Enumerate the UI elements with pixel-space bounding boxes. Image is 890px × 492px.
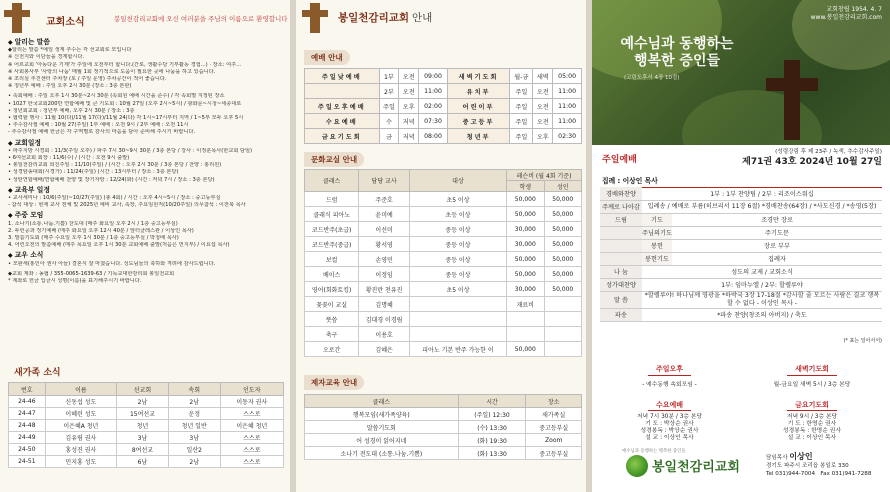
- order-content: 1부 : 1부 찬양팀 / 2부 : 리조이스워십: [642, 187, 882, 200]
- table-header: 인도자: [220, 383, 283, 396]
- order-subpart: 봉헌기도: [642, 252, 672, 265]
- table-cell: 중등 이상: [409, 252, 506, 267]
- disciple-edu-tag: 제자교육 안내: [304, 375, 364, 390]
- disciple-edu-table: [304, 394, 582, 460]
- schedule-row: [305, 84, 582, 99]
- hero-verse: (고린도후서 4장 10절): [624, 75, 680, 81]
- news-line: 2. 두런공과 정기예배 (매주 화요일 오후 12시 40분 / 앞터클레스관 / 이상인 목사): [8, 227, 194, 234]
- table-row: [305, 327, 582, 342]
- table-cell: [544, 327, 582, 342]
- schedule-cell: 오전: [399, 84, 419, 99]
- news-line: • 성경암송대회(시경가) : 11/24(주일) (시간 : 13시부터 / 장소 : 3층 본당): [8, 169, 179, 176]
- schedule-cell: 주일오후예배: [305, 99, 380, 114]
- afternoon-box: 주일오후 - 예수동행 속회모임 -: [642, 365, 697, 388]
- table-cell: 오로간: [305, 342, 359, 357]
- order-subpart: 봉헌: [642, 239, 672, 252]
- order-content: 집례자: [672, 252, 882, 265]
- news-section-heading: ◆ 알리는 말씀: [8, 39, 284, 46]
- order-row: [600, 239, 882, 252]
- culture-class-tag: 문화교실 안내: [304, 152, 364, 167]
- table-cell: 운정: [168, 408, 220, 420]
- schedule-row: [305, 69, 582, 84]
- table-row: [305, 342, 582, 357]
- table-cell: 50,000: [544, 267, 582, 282]
- news-line: • 속회예배 : 주일 오후 1시 30분~2시 30분 (속회원 예배 시간을 준수) / 각 속회별 지정된 장소: [8, 93, 225, 100]
- table-cell: 50,000: [507, 267, 544, 282]
- table-cell: 새가족실: [526, 408, 582, 421]
- order-part: 파송: [600, 308, 642, 321]
- order-content: 1부: 임마누엘 / 2부: 할렐루야: [642, 278, 882, 291]
- schedule-cell: 07:30: [419, 114, 448, 129]
- culture-class-table: [304, 169, 582, 357]
- order-subpart: 기도: [642, 213, 672, 226]
- schedule-cell: 1부: [379, 69, 399, 84]
- order-content: *파송 찬양(창조의 아버지) / 축도: [642, 308, 882, 321]
- table-row: [305, 192, 582, 207]
- table-cell: 신동섭 성도: [45, 396, 117, 408]
- table-cell: 3남: [168, 432, 220, 444]
- sunday-worship-title: 주일예배: [602, 155, 637, 165]
- table-cell: 초5 이상: [409, 192, 506, 207]
- news-line: 4. 어린오전의 말씀예배 (매주 목요일 오후 1시 30분 교회예배 출발(처음은 먼지부) / 이요섭 목사): [8, 242, 230, 249]
- news-line: ※ 사회봉사부 '사랑의 나눔' 매월 1회 정기적으로 도움이 필요한 곳에 나눔을 하고 있습니다.: [8, 68, 216, 75]
- table-row: [305, 447, 582, 460]
- news-line: • 교사세미나 : 10/6(주일)~10/27(주일) (총 4회) / 시간 : 오후 4시~5시 / 장소 : 중고등부실: [8, 195, 221, 202]
- table-cell: 3남: [117, 432, 169, 444]
- news-section: [8, 271, 284, 285]
- schedule-cell: 오전: [533, 99, 553, 114]
- news-line: 3. 말씀기도회 (매주 수요일 오후 1시 30분 / 1층 중고등부실 / 박청배 목사): [8, 235, 179, 242]
- news-line: • 파주지방 시경회 : 11/3(주일 오후) / 파주 7시 30~9시 30분 / 3층 본당 / 강사 : 이정훈목사(한교회 담임): [8, 147, 253, 154]
- news-section-heading: ◆ 교우 소식: [8, 252, 284, 259]
- table-cell: 50,000: [507, 207, 544, 222]
- worship-guide-tag: 예배 안내: [304, 50, 350, 65]
- table-row: [305, 421, 582, 434]
- schedule-cell: 오전: [533, 114, 553, 129]
- news-section-heading: ◆ 교회일정: [8, 140, 284, 147]
- table-cell: 김대경 이경림: [359, 312, 410, 327]
- table-cell: 이선미: [359, 222, 410, 237]
- table-cell: 홍성진 권사: [45, 444, 117, 456]
- table-cell: 50,000: [544, 282, 582, 297]
- table-row: [305, 434, 582, 447]
- table-cell: 50,000: [544, 222, 582, 237]
- table-cell: 50,000: [544, 207, 582, 222]
- established-info: 교회창립 1954. 4. 7 www.봉일천감리교회.com: [810, 6, 882, 21]
- table-cell: (수) 13:30: [458, 421, 526, 434]
- order-part: 말 씀: [600, 291, 642, 308]
- table-cell: 중등 이상: [409, 237, 506, 252]
- table-row: [305, 297, 582, 312]
- table-header: 성인: [544, 181, 582, 192]
- stand-note: (* 표는 일어서서): [843, 338, 882, 344]
- cross-icon: [12, 3, 22, 33]
- table-cell: 30,000: [507, 282, 544, 297]
- news-section: [8, 140, 284, 184]
- table-cell: [544, 342, 582, 357]
- table-cell: [544, 297, 582, 312]
- table-cell: 2남: [168, 396, 220, 408]
- news-section: [8, 187, 284, 210]
- table-header: 클래스: [305, 170, 359, 192]
- order-row: [600, 187, 882, 200]
- table-cell: 중등 이상: [409, 222, 506, 237]
- table-cell: [409, 297, 506, 312]
- table-cell: 스스로: [220, 444, 283, 456]
- schedule-cell: 오후: [533, 129, 553, 144]
- church-motto: 예수님과 동행하는 행복한 증인들: [622, 449, 686, 454]
- table-header: 대상: [409, 170, 506, 192]
- order-part: [600, 226, 642, 239]
- church-name: 봉일천감리교회: [652, 460, 740, 475]
- table-cell: 재료비: [507, 297, 544, 312]
- order-part: 주께로 나아감: [600, 200, 642, 213]
- table-cell: 보컬: [305, 252, 359, 267]
- table-header: 시간: [458, 395, 526, 408]
- table-cell: 스스로: [220, 408, 283, 420]
- order-part: 경배와찬양: [600, 187, 642, 200]
- order-content: 조경만 장로: [672, 213, 882, 226]
- news-line: • 1027 한국교회200만 연합예배 및 큰 기도회 : 10월 27일 (오후 2시~5시) / 광화문~시청~세종대로: [8, 100, 242, 107]
- table-header: 장소: [526, 395, 582, 408]
- table-cell: 코드반주(초급): [305, 222, 359, 237]
- friday-box: 금요기도회 저녁 9시 / 3층 본당 기 도 : 한명순 권사 성경봉독 : 한명순 권사 설 교 : 이상인 목사: [783, 401, 841, 441]
- hero-slogan: 예수님과 동행하는 행복한 증인들: [620, 36, 734, 69]
- guide-header: [296, 0, 586, 34]
- news-section: [8, 252, 284, 267]
- cross-icon: [784, 60, 800, 140]
- schedule-cell: 11:00: [553, 99, 582, 114]
- order-row: [600, 265, 882, 278]
- order-content: 입례송 / 예배로 부름(히브리서 11장 6절) *경배찬송(64장) / *사도신경 / *송영(5장): [642, 200, 882, 213]
- order-part: 드림: [600, 213, 642, 226]
- news-title: 교회소식: [46, 17, 85, 28]
- order-row: [600, 278, 882, 291]
- table-cell: [507, 327, 544, 342]
- new-family-table: [8, 382, 284, 468]
- news-line: • 성탄연합예배/연합예배 찬양 및 장기자랑 : 12/24(화) (시간 : 저녁 7시 / 장소 : 3층 본당): [8, 176, 215, 183]
- schedule-cell: 오후: [399, 99, 419, 114]
- table-cell: 소나기 전도대 (소통.나눔.기쁨): [305, 447, 459, 460]
- new-family-title: 새가족 소식: [14, 368, 61, 378]
- table-header: 속회: [168, 383, 220, 396]
- table-cell: 윤미예: [359, 207, 410, 222]
- news-line: ※ 청년부 예배 : 주일 오후 2시 30분 (장소 : 3층 본관): [8, 83, 132, 90]
- schedule-cell: 주일: [379, 99, 399, 114]
- schedule-row: [305, 114, 582, 129]
- cross-icon: [310, 3, 320, 33]
- table-cell: 24-49: [9, 432, 46, 444]
- table-cell: 김명혜: [359, 297, 410, 312]
- table-cell: 50,000: [507, 192, 544, 207]
- schedule-cell: 02:00: [419, 99, 448, 114]
- order-content: *할렐루야! 하나님께 영광을 *하박국 3장 17-18절 *감사할 줄 모르는 사람은 결코 행복할 수 없다 - 이상인 목사 -: [642, 291, 882, 308]
- table-cell: 이은혜 청년: [220, 420, 283, 432]
- schedule-cell: 수: [379, 114, 399, 129]
- table-cell: 이정임: [359, 267, 410, 282]
- table-row: [9, 420, 284, 432]
- table-cell: 24-50: [9, 444, 46, 456]
- table-row: [305, 237, 582, 252]
- schedule-cell: 새벽기도회: [447, 69, 509, 84]
- table-cell: 중고등부실: [526, 447, 582, 460]
- news-line: • 청년회교회 : 청년부 예배, 오후 2시 30분 / 장소 : 3층: [8, 107, 135, 114]
- table-cell: 민지홍 성도: [45, 456, 117, 468]
- table-cell: [507, 312, 544, 327]
- news-line: ※ 신천지와 이단들을 경계합시다.: [8, 54, 85, 61]
- table-header: 클래스: [305, 395, 459, 408]
- schedule-cell: 수요예배: [305, 114, 380, 129]
- table-cell: [409, 327, 506, 342]
- order-part: [600, 239, 642, 252]
- table-cell: 이동자 권사: [220, 396, 283, 408]
- table-cell: 청년: [117, 420, 169, 432]
- table-cell: 청년 일반: [168, 420, 220, 432]
- order-content: 성도의 교제 / 교회소식: [642, 265, 882, 278]
- news-section: [8, 93, 284, 136]
- table-cell: 클래식 피아노: [305, 207, 359, 222]
- table-cell: (화) 13:30: [458, 447, 526, 460]
- table-cell: 스스로: [220, 432, 283, 444]
- worship-leader: 집례 : 이상인 목사: [602, 175, 882, 188]
- table-cell: 이혜린 성도: [45, 408, 117, 420]
- table-cell: 김혜은: [359, 342, 410, 357]
- table-header: 이름: [45, 383, 117, 396]
- table-cell: 24-46: [9, 396, 46, 408]
- table-cell: 50,000: [507, 252, 544, 267]
- pastor-info: 담임목사 이상인 경기도 파주시 조리읍 봉일로 330 Tel 031)944-7004 Fax 031)941-7288: [766, 452, 872, 477]
- table-cell: 주준호: [359, 192, 410, 207]
- news-section-heading: ◆ 교육부 일정: [8, 187, 284, 194]
- table-cell: 초5 이상: [409, 282, 506, 297]
- order-part: [600, 252, 642, 265]
- news-section-heading: ◆ 주중 모임: [8, 212, 284, 219]
- table-cell: 스스로: [220, 456, 283, 468]
- table-cell: 50,000: [544, 252, 582, 267]
- news-line: • 협력할 행사 : 11월 10(다)/11월 17(다)/11월 24(다) 각 1시~17시부터 지역 / 1~5부 모두 오후 5시: [8, 115, 244, 122]
- table-header: 선교회: [117, 383, 169, 396]
- table-row: [305, 408, 582, 421]
- schedule-row: [305, 129, 582, 144]
- table-cell: (주일) 12:30: [458, 408, 526, 421]
- table-cell: [544, 312, 582, 327]
- table-cell: 24-48: [9, 420, 46, 432]
- news-panel: [0, 0, 290, 492]
- schedule-cell: 월-금: [510, 69, 533, 84]
- schedule-cell: 02:30: [553, 129, 582, 144]
- table-cell: [409, 312, 506, 327]
- guide-panel: [296, 0, 586, 492]
- table-cell: 어 성경이 읽어지네: [305, 434, 459, 447]
- schedule-cell: 오전: [399, 69, 419, 84]
- table-cell: 피아노 기본 반주 가능한 이: [409, 342, 506, 357]
- table-header: 번호: [9, 383, 46, 396]
- dawn-prayer-box: 새벽기도회 월-금요일 새벽 5시 / 3층 본당: [773, 365, 851, 388]
- order-row: [600, 308, 882, 321]
- table-row: [9, 432, 284, 444]
- schedule-cell: 2부: [379, 84, 399, 99]
- table-cell: 손영민: [359, 252, 410, 267]
- worship-panel: [592, 0, 890, 492]
- table-cell: 드럼: [305, 192, 359, 207]
- schedule-cell: 금요기도회: [305, 129, 380, 144]
- table-cell: 중고등부실: [526, 421, 582, 434]
- welcome-tagline: 봉일천감리교회에 오신 여러분을 주님의 이름으로 환영합니다: [114, 15, 288, 23]
- news-section: [8, 39, 284, 90]
- table-row: [305, 207, 582, 222]
- schedule-cell: 09:00: [419, 69, 448, 84]
- order-content: 주기도문: [672, 226, 882, 239]
- order-part: 성가대찬양: [600, 278, 642, 291]
- bulletin-issue: (성령강림 후 제 23주 / 녹색, 추수감사주일) 제71권 43호 2024년 10월 27일: [742, 149, 882, 167]
- order-row: [600, 213, 882, 226]
- table-header: 학생: [507, 181, 544, 192]
- table-row: [305, 222, 582, 237]
- table-cell: 말씀기도회: [305, 421, 459, 434]
- news-line: ◆교회 계좌 : 농협 / 355-0065-1639-63 / 기독교대한감리회 봉일천교회: [8, 270, 175, 277]
- schedule-cell: 11:00: [553, 114, 582, 129]
- news-line: ※ 어르교회 '아동다운 기계'가 주일에 오전부터 합니다.(간로, 생활수당 기부활동 경험...) · 장소: 여주...: [8, 61, 242, 68]
- table-cell: 24-47: [9, 408, 46, 420]
- schedule-cell: 11:00: [419, 84, 448, 99]
- table-cell: 50,000: [544, 237, 582, 252]
- table-row: [305, 282, 582, 297]
- schedule-cell: 중고등부: [447, 114, 509, 129]
- table-cell: 24-51: [9, 456, 46, 468]
- news-line: • 6여선교회 회장 : 11/6(수) / (시간 : 오전 9시 출발): [8, 155, 130, 162]
- table-cell: 베이스: [305, 267, 359, 282]
- table-cell: 15여선교: [117, 408, 169, 420]
- table-cell: 중등 이상: [409, 267, 506, 282]
- schedule-cell: 주일: [510, 99, 533, 114]
- table-cell: 2남: [168, 456, 220, 468]
- table-cell: 이은혜A 청년: [45, 420, 117, 432]
- table-row: [305, 267, 582, 282]
- news-line: • 모완세(홍인아 권사 아들) 결혼식 잘 마쳤습니다. 성도님들의 축하와 격려에 감사드립니다.: [8, 260, 216, 267]
- table-cell: 코드반주(중급): [305, 237, 359, 252]
- schedule-cell: 금: [379, 129, 399, 144]
- table-cell: 뜻씀: [305, 312, 359, 327]
- table-cell: 이용호: [359, 327, 410, 342]
- table-cell: 축구: [305, 327, 359, 342]
- schedule-cell: 11:00: [553, 84, 582, 99]
- news-line: - 추수감사절 예배 헌금은 각 구역별로 감사의 마음을 담아 준비해 주시기 바랍니다.: [8, 129, 196, 136]
- table-cell: 2남: [117, 396, 169, 408]
- news-line: - 참석 대상 : 현재 교사 전체 및 2025년 예비 교사, 속장, 주요임원직(10/20주일) 의무참석 : 이전북 목사: [8, 202, 246, 209]
- schedule-row: [305, 99, 582, 114]
- table-cell: 6남: [117, 456, 169, 468]
- table-cell: 김유림 권사: [45, 432, 117, 444]
- church-logo-icon: [626, 455, 648, 477]
- table-row: [9, 408, 284, 420]
- table-row: [9, 444, 284, 456]
- hero-banner: [592, 0, 890, 145]
- news-line: ※ 조리실 추진센터 주차장 (토 / 주일 운영) 주차공간이 적어 좋습니다.: [8, 76, 167, 83]
- schedule-cell: 새벽: [533, 69, 553, 84]
- order-row: [600, 252, 882, 265]
- news-line: * 계좌로 헌금 입금시 성명(이름)을 표기해주시기 바랍니다.: [8, 278, 142, 285]
- worship-order-table: [600, 187, 882, 322]
- table-row: [305, 252, 582, 267]
- table-cell: 50,000: [544, 192, 582, 207]
- news-line: 1. 소나기(소통.나눔.기쁨) 찬도대 (매주 화요일 오후 2시 / 1층 중고등부실): [8, 220, 178, 227]
- news-line: • 추수감사절 예배 : 10월 27(주일) 1부 예배 : 오전 9시 / 2부 예배 : 오전 11시: [8, 122, 189, 129]
- news-line: ◆알리는 말씀 *예일 생계 추수는 각 선교회로 모입니다: [8, 47, 132, 54]
- table-cell: 행복모임(새가족양육): [305, 408, 459, 421]
- schedule-cell: [305, 84, 380, 99]
- table-cell: 꽃꽂이 교실: [305, 297, 359, 312]
- news-section: [8, 212, 284, 249]
- table-header: 레슨비 (월 4회 기준): [507, 170, 582, 181]
- schedule-cell: 08:00: [419, 129, 448, 144]
- schedule-cell: 어린이부: [447, 99, 509, 114]
- schedule-cell: 오전: [533, 84, 553, 99]
- table-cell: 일산2: [168, 444, 220, 456]
- schedule-cell: 주일: [510, 84, 533, 99]
- table-row: [9, 396, 284, 408]
- news-body: [8, 36, 284, 285]
- order-part: 나 눔: [600, 265, 642, 278]
- order-row: [600, 226, 882, 239]
- news-header: [0, 0, 290, 34]
- schedule-cell: 저녁: [399, 114, 419, 129]
- order-content: 장로 부부: [672, 239, 882, 252]
- worship-schedule-table: [304, 68, 582, 144]
- table-cell: 초등 이상: [409, 207, 506, 222]
- table-cell: 30,000: [507, 222, 544, 237]
- order-subpart: 주님의기도: [642, 226, 672, 239]
- news-line: • 봉일천감리교회 희친주일 : 11/10(주일) / (시간 : 오후 2시 30분 / 3층 본당 / 찬양 : 홍리원): [8, 162, 222, 169]
- schedule-cell: 유치부: [447, 84, 509, 99]
- table-row: [305, 312, 582, 327]
- schedule-cell: 주일: [510, 114, 533, 129]
- table-cell: 영어(회화토킹): [305, 282, 359, 297]
- schedule-cell: 주일: [510, 129, 533, 144]
- table-header: 담당 교사: [359, 170, 410, 192]
- table-cell: 30,000: [507, 237, 544, 252]
- table-row: [9, 456, 284, 468]
- schedule-cell: 05:00: [553, 69, 582, 84]
- table-cell: 8여선교: [117, 444, 169, 456]
- wednesday-box: 수요예배 저녁 7시 30분 / 3층 본당 기 도 : 박상순 권사 성경봉독 : 박상순 권사 설 교 : 이상인 목사: [636, 401, 703, 441]
- table-cell: 50,000: [507, 342, 544, 357]
- table-cell: Zoom: [526, 434, 582, 447]
- table-cell: (화) 19:30: [458, 434, 526, 447]
- table-cell: 황서영: [359, 237, 410, 252]
- guide-title: 봉일천감리교회 안내: [338, 12, 433, 24]
- schedule-cell: 청년부: [447, 129, 509, 144]
- schedule-cell: 저녁: [399, 129, 419, 144]
- order-row: [600, 291, 882, 308]
- schedule-cell: 주일낮예배: [305, 69, 380, 84]
- table-cell: 황진란 천유진: [359, 282, 410, 297]
- order-row: [600, 200, 882, 213]
